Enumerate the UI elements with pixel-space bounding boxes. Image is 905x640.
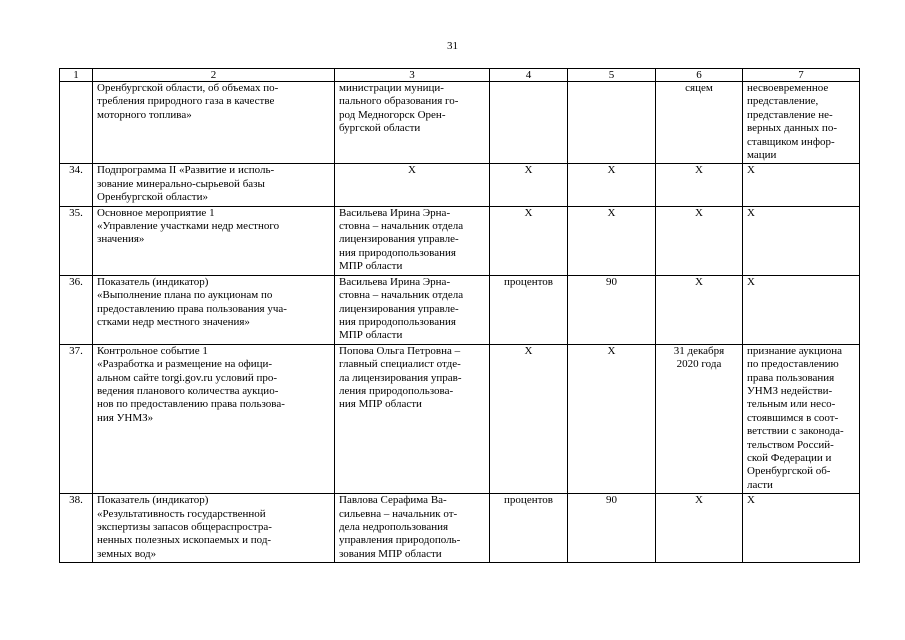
cell-text-line: МПР области xyxy=(339,329,403,342)
cell-text-line: признание аукциона xyxy=(747,344,843,357)
cell-text-line: Х xyxy=(747,206,755,219)
table-row xyxy=(60,82,860,164)
row-number-cell: 38. xyxy=(60,494,93,563)
cell-text-line: ведения планового количества аукцио- xyxy=(97,384,279,397)
unit-cell: Х xyxy=(490,344,568,493)
risk-cell xyxy=(743,164,860,206)
risk-cell xyxy=(743,82,860,164)
cell-text-line: альном сайте torgi.gov.ru условий про- xyxy=(97,371,278,384)
deadline-cell xyxy=(656,206,743,275)
cell-text-line: «Выполнение плана по аукционам по xyxy=(97,289,273,302)
value-cell: 90 xyxy=(568,494,656,563)
cell-text-line: Х xyxy=(408,164,416,177)
risk-cell xyxy=(743,206,860,275)
cell-text-line: сяцем xyxy=(685,82,713,94)
deadline-cell xyxy=(656,344,743,493)
cell-text-line: лицензирования управле- xyxy=(339,302,459,315)
header-row xyxy=(60,69,860,82)
responsible-cell xyxy=(335,275,490,344)
cell-text-line: требления природного газа в качестве xyxy=(97,95,275,108)
measure-name-cell xyxy=(93,275,335,344)
responsible-cell xyxy=(335,206,490,275)
cell-text-line: ния УНМЗ» xyxy=(97,411,154,424)
row-number-cell: 37. xyxy=(60,344,93,493)
risk-cell xyxy=(743,275,860,344)
row-number-cell: 36. xyxy=(60,275,93,344)
table-row xyxy=(60,164,860,206)
cell-text-line: несвоевременное xyxy=(747,82,829,94)
cell-text-line: стками недр местного значения» xyxy=(97,315,250,328)
value-cell: Х xyxy=(568,344,656,493)
responsible-cell xyxy=(335,494,490,563)
row-number-cell: 35. xyxy=(60,206,93,275)
column-header: 6 xyxy=(656,69,743,82)
cell-text-line: ской Федерации и xyxy=(747,451,832,464)
deadline-cell xyxy=(656,494,743,563)
value-cell: 90 xyxy=(568,275,656,344)
cell-text-line: значения» xyxy=(97,233,145,246)
cell-text-line: 2020 года xyxy=(676,358,722,371)
cell-text-line: ставщиком инфор- xyxy=(747,135,835,148)
measure-name-cell xyxy=(93,206,335,275)
cell-text-line: ветствии с законода- xyxy=(747,425,844,438)
cell-text-line: Х xyxy=(747,494,755,507)
cell-text-line: 31 декабря xyxy=(673,344,725,357)
cell-text-line: Х xyxy=(747,275,755,288)
cell-text-line: род Медногорск Орен- xyxy=(339,108,446,121)
column-header: 1 xyxy=(60,69,93,82)
cell-text-line: моторного топлива» xyxy=(97,108,192,121)
unit-cell: процентов xyxy=(490,275,568,344)
cell-text-line: стоявшимся в соот- xyxy=(747,411,839,424)
cell-text-line: Оренбургской области, об объемах по- xyxy=(97,82,279,94)
cell-text-line: ла лицензирования управ- xyxy=(339,371,462,384)
cell-text-line: Х xyxy=(695,206,703,219)
row-number-cell xyxy=(60,82,93,164)
risk-cell xyxy=(743,494,860,563)
cell-text-line: зования МПР области xyxy=(339,547,442,560)
cell-text-line: Васильева Ирина Эрна- xyxy=(339,206,451,219)
cell-text-line: Х xyxy=(695,275,703,288)
cell-text-line: министрации муници- xyxy=(339,82,444,94)
cell-text-line: пального образования го- xyxy=(339,95,459,108)
cell-text-line: верных данных по- xyxy=(747,122,837,135)
cell-text-line: Контрольное событие 1 xyxy=(97,344,208,357)
cell-text-line: права пользования xyxy=(747,371,835,384)
measures-table xyxy=(59,68,860,563)
column-header: 4 xyxy=(490,69,568,82)
cell-text-line: Показатель (индикатор) xyxy=(97,275,209,288)
cell-text-line: бургской области xyxy=(339,122,421,135)
cell-text-line: ления природопользова- xyxy=(339,384,454,397)
cell-text-line: дела недропользования xyxy=(339,521,449,533)
cell-text-line: «Управление участками недр местного xyxy=(97,220,280,233)
cell-text-line: Попова Ольга Петровна – xyxy=(339,344,461,357)
cell-text-line: Х xyxy=(695,164,703,177)
deadline-cell xyxy=(656,164,743,206)
deadline-cell xyxy=(656,275,743,344)
cell-text-line: Оренбургской области» xyxy=(97,191,208,204)
cell-text-line: управления природополь- xyxy=(339,534,461,547)
cell-text-line: Павлова Серафима Ва- xyxy=(339,494,447,507)
deadline-cell xyxy=(656,82,743,164)
cell-text-line: «Разработка и размещение на офици- xyxy=(97,358,273,371)
value-cell: Х xyxy=(568,164,656,206)
cell-text-line: стовна – начальник отдела xyxy=(339,289,464,302)
cell-text-line: Х xyxy=(695,494,703,507)
cell-text-line: предоставлению права пользования уча- xyxy=(97,302,287,315)
cell-text-line: по предоставлению xyxy=(747,358,839,371)
page-number: 31 xyxy=(447,40,458,52)
cell-text-line: тельным или несо- xyxy=(747,398,836,411)
cell-text-line: тельством Россий- xyxy=(747,438,834,451)
cell-text-line: представление не- xyxy=(747,108,833,121)
cell-text-line: стовна – начальник отдела xyxy=(339,220,464,233)
unit-cell: Х xyxy=(490,206,568,275)
cell-text-line: Оренбургской об- xyxy=(747,465,831,478)
unit-cell: Х xyxy=(490,164,568,206)
column-header: 3 xyxy=(335,69,490,82)
cell-text-line: лицензирования управле- xyxy=(339,233,459,246)
measure-name-cell xyxy=(93,494,335,563)
cell-text-line: представление, xyxy=(747,95,819,108)
cell-text-line: сильевна – начальник от- xyxy=(339,507,458,520)
cell-text-line: «Результативность государственной xyxy=(97,507,266,520)
column-header: 5 xyxy=(568,69,656,82)
cell-text-line: ненных полезных ископаемых и под- xyxy=(97,534,272,547)
measure-name-cell xyxy=(93,164,335,206)
cell-text-line: МПР области xyxy=(339,260,403,273)
cell-text-line: зование минерально-сырьевой базы xyxy=(97,177,265,190)
unit-cell xyxy=(490,82,568,164)
cell-text-line: Показатель (индикатор) xyxy=(97,494,209,507)
cell-text-line: ния МПР области xyxy=(339,398,422,411)
risk-cell xyxy=(743,344,860,493)
cell-text-line: Васильева Ирина Эрна- xyxy=(339,275,451,288)
cell-text-line: УНМЗ недействи- xyxy=(747,384,833,397)
cell-text-line: ласти xyxy=(747,478,773,491)
table-row xyxy=(60,344,860,493)
table-row xyxy=(60,206,860,275)
cell-text-line: экспертизы запасов общераспростра- xyxy=(97,521,272,533)
cell-text-line: Подпрограмма II «Развитие и исполь- xyxy=(97,164,275,177)
responsible-cell xyxy=(335,164,490,206)
cell-text-line: земных вод» xyxy=(97,547,157,560)
cell-text-line: мации xyxy=(747,149,777,162)
measure-name-cell xyxy=(93,344,335,493)
unit-cell: процентов xyxy=(490,494,568,563)
row-number-cell: 34. xyxy=(60,164,93,206)
cell-text-line: ния природопользования xyxy=(339,315,456,328)
cell-text-line: Х xyxy=(747,164,755,177)
measure-name-cell xyxy=(93,82,335,164)
value-cell xyxy=(568,82,656,164)
column-header: 7 xyxy=(743,69,860,82)
responsible-cell xyxy=(335,344,490,493)
table-row xyxy=(60,275,860,344)
cell-text-line: главный специалист отде- xyxy=(339,358,461,371)
cell-text-line: Основное мероприятие 1 xyxy=(97,206,215,219)
table-row xyxy=(60,494,860,563)
value-cell: Х xyxy=(568,206,656,275)
column-header: 2 xyxy=(93,69,335,82)
cell-text-line: ния природопользования xyxy=(339,246,456,259)
cell-text-line: нов по предоставлению права пользова- xyxy=(97,398,285,411)
responsible-cell xyxy=(335,82,490,164)
